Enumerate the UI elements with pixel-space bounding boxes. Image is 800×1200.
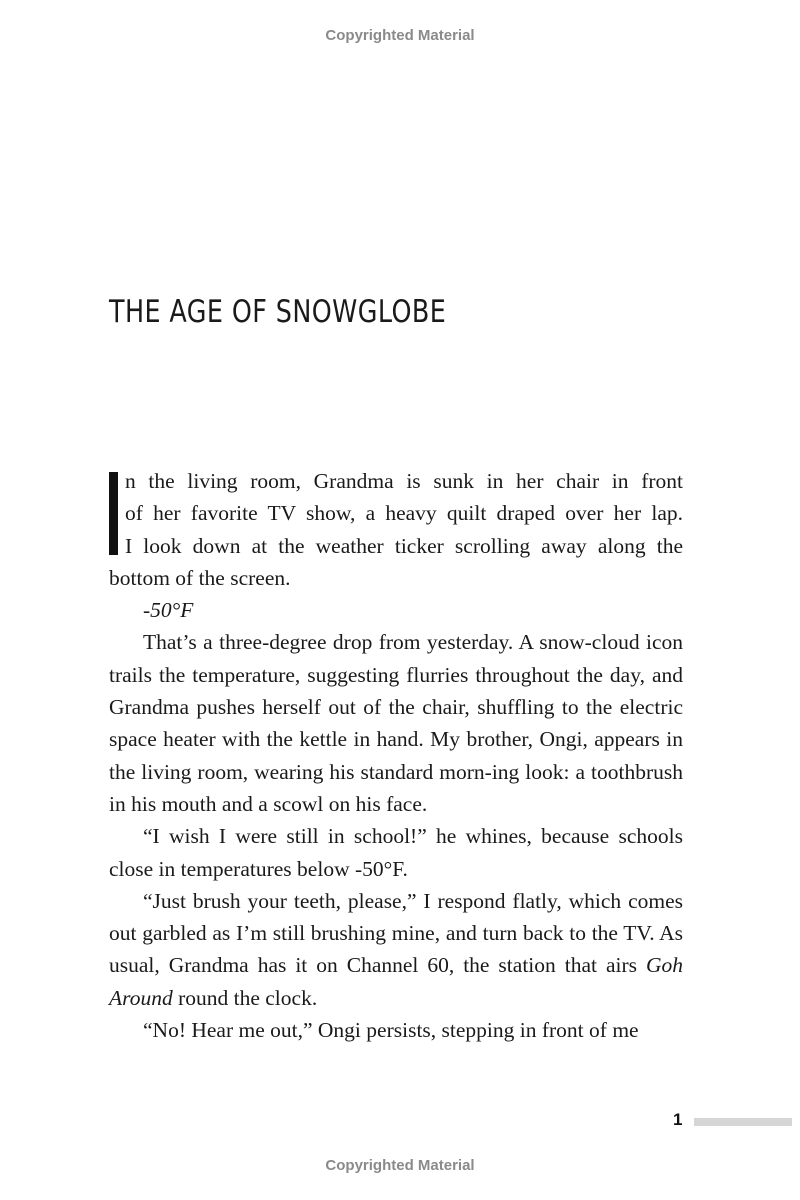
show-title: Goh Around — [109, 953, 683, 1010]
paragraph — [109, 885, 683, 1014]
text-line: bottom of the screen. — [109, 565, 291, 590]
paragraph: “I wish I were still in school!” he whines, because schools close in temperatures below -50°F. — [109, 824, 683, 881]
copyright-watermark-bottom: Copyrighted Material — [325, 1157, 475, 1174]
paragraph-text: round the clock. — [172, 985, 318, 1010]
paragraph-text: “Just brush your teeth, please,” I respond flatly, which comes out garbled as I’m still brushing mine, and turn back to the TV. As usual, Grandma has it on Channel 60, the station that airs — [109, 888, 683, 978]
paragraph: That’s a three-degree drop from yesterday. A snow-cloud icon trails the temperature, suggesting flurries throughout the day, and Grandma pushes herself out of the chair, shuffling to the electric space heater with the kettle in hand. My brother, Ongi, appears in the living room, wearing his standard morn-ing look: a toothbrush in his mouth and a scowl on his face. — [109, 630, 683, 816]
text-line: n the living room, Grandma is sunk in her chair in front — [125, 469, 683, 493]
copyright-watermark-top: Copyrighted Material — [325, 27, 475, 44]
page-number-rule — [694, 1118, 792, 1126]
page-number: 1 — [673, 1110, 683, 1129]
text-line: of her favorite TV show, a heavy quilt draped over her lap. — [125, 501, 683, 526]
chapter-title: THE AGE OF SNOWGLOBE — [109, 294, 447, 330]
opening-paragraph — [109, 465, 683, 594]
text-line: I look down at the weather ticker scrolling away along the — [125, 533, 683, 558]
drop-cap-i — [109, 472, 118, 555]
chapter-body — [109, 465, 683, 1046]
temperature-ticker: -50°F — [143, 598, 194, 623]
paragraph: “No! Hear me out,” Ongi persists, stepping in front of me — [143, 1018, 639, 1043]
